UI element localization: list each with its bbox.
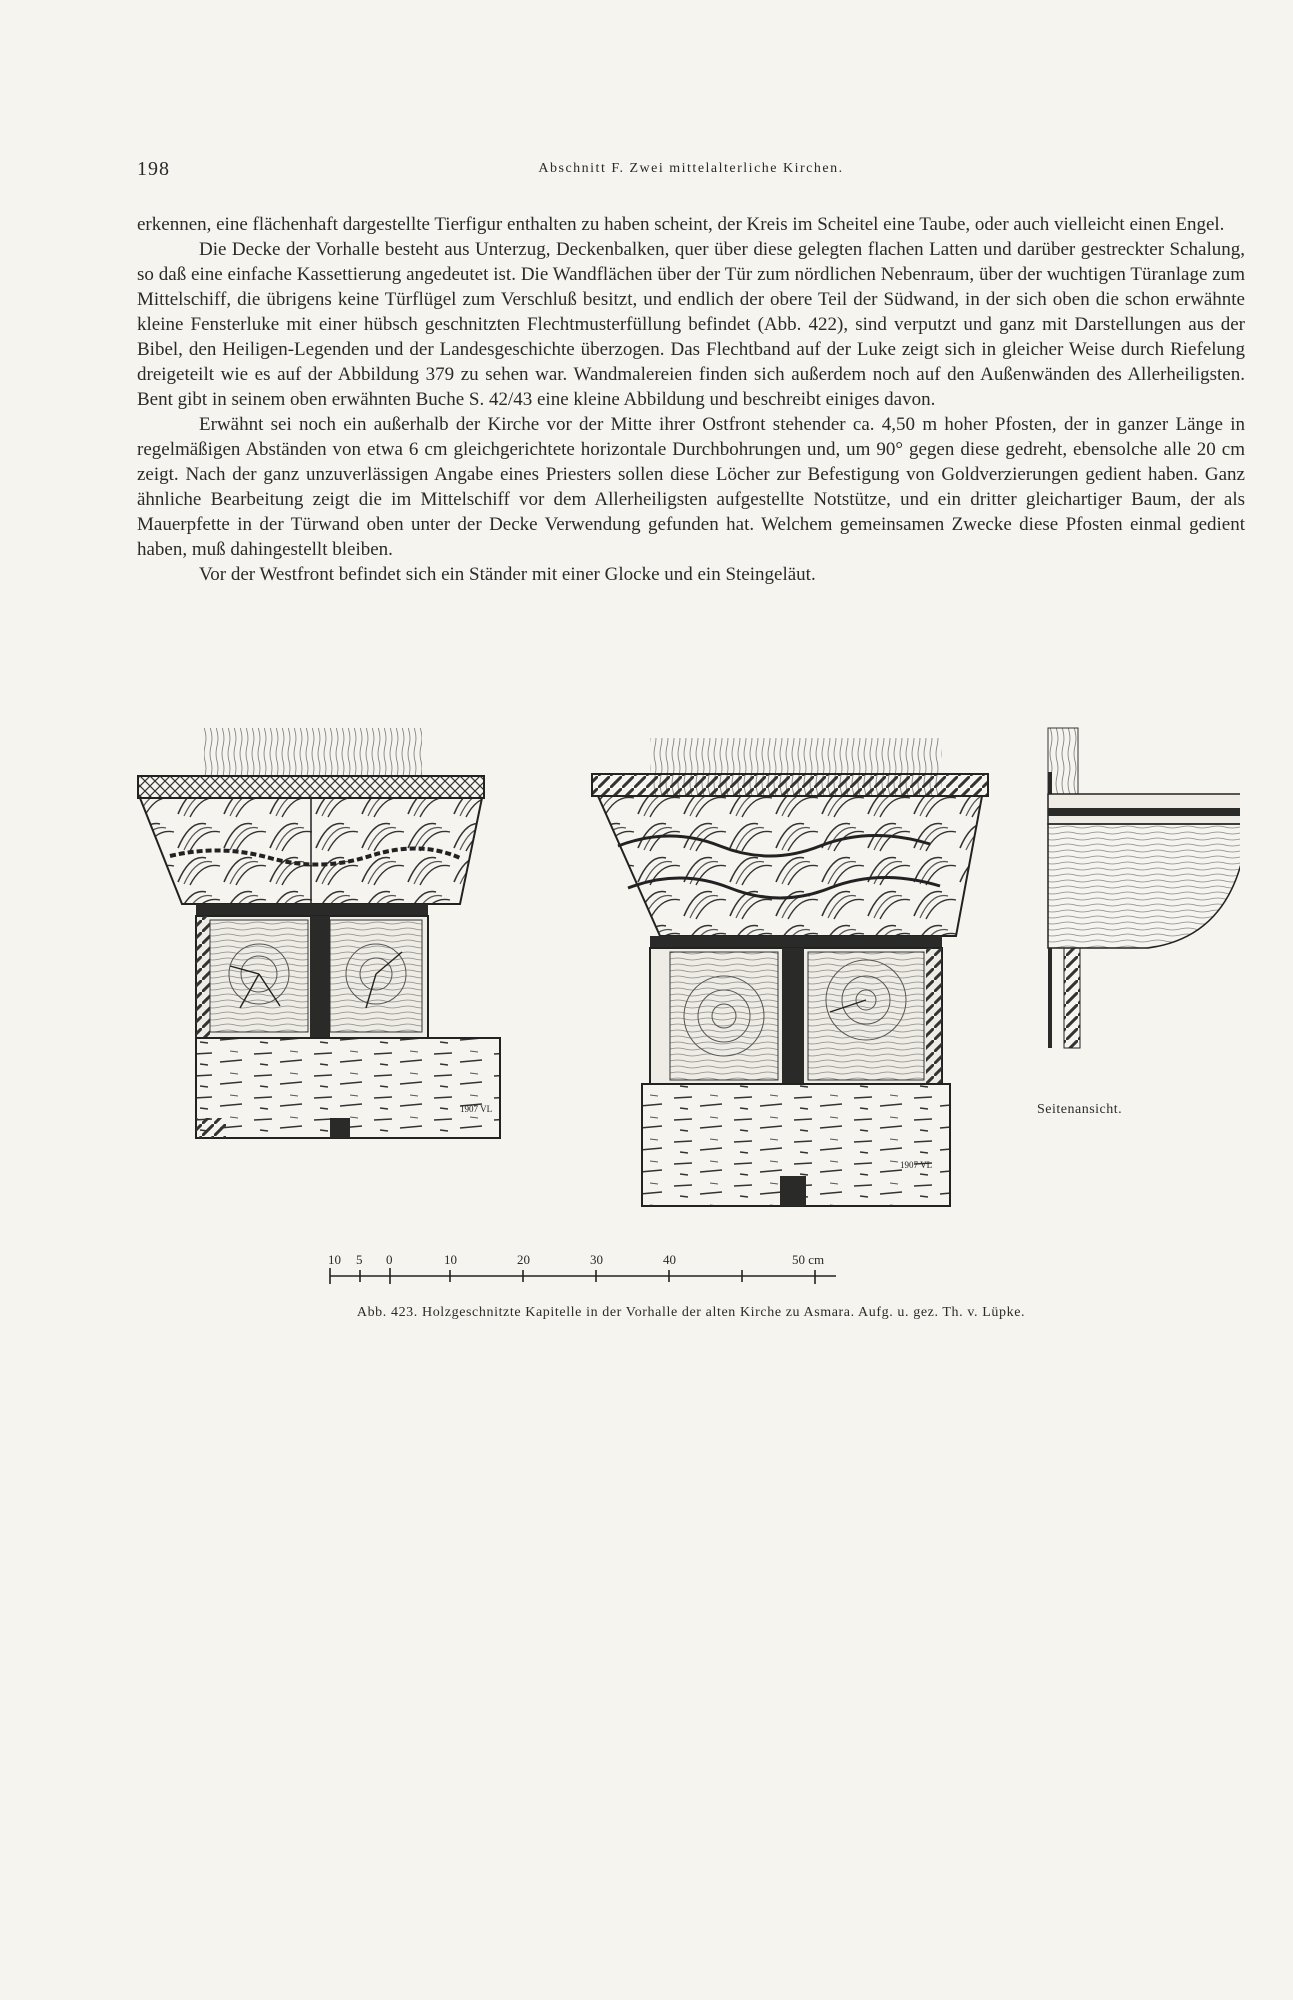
page-number: 198 [137,158,170,180]
carved-echinus-right [598,796,982,936]
scale-label: 40 [663,1252,676,1267]
scale-bar [328,1252,836,1284]
body-text [137,212,1245,587]
capitals-drawing [130,716,1240,1331]
page-header [137,158,1245,182]
signature-left: 1907 VL [460,1104,493,1114]
abacus-right [592,774,988,796]
running-title: Abschnitt F. Zwei mittelalterliche Kirchen. [538,161,844,176]
post-top-left [204,728,422,776]
side-profile [1048,824,1240,948]
scale-label: 30 [590,1252,603,1267]
scale-label: 10 [328,1252,341,1267]
paragraph: erkennen, eine flächenhaft dargestellte Tierfigur enthalten zu haben scheint, der Kreis im Scheitel eine Taube, oder auch vielleicht einen Engel. [137,214,1225,235]
figure-caption: Abb. 423. Holzgeschnitzte Kapitelle in der Vorhalle der alten Kirche zu Asmara. Aufg. u. gez. Th. v. Lüpke. [356,1305,1026,1320]
capital-front-left [138,728,500,1138]
paragraph: Vor der Westfront befindet sich ein Ständer mit einer Glocke und ein Steingeläut. [199,564,816,585]
abacus-left [138,776,484,798]
scale-label: 5 [356,1252,363,1267]
scale-label: 50 cm [792,1252,825,1267]
figure-capitals [130,716,1240,1331]
scale-label: 20 [517,1252,530,1267]
scale-label: 10 [444,1252,457,1267]
capital-front-right [592,738,988,1206]
side-view-label: Seitenansicht. [1037,1102,1123,1117]
signature-right: 1907 VL [900,1160,933,1170]
paragraph: Die Decke der Vorhalle besteht aus Unterzug, Deckenbalken, quer über diese gelegten flachen Latten und darüber gestreckter Schalung, so daß eine einfache Kassettierung angedeutet ist. Die Wandflächen über der Tür zum nördlichen Nebenraum, über der wuchtigen Türanlage zum Mittelschiff, die übrigens keine Türflügel zum Verschluß besitzt, und endlich der obere Teil der Südwand, in der sich oben die schon erwähnte kleine Fensterluke mit einer hübsch geschnitzten Flechtmusterfüllung befindet (Abb. 422), sind verputzt und ganz mit Darstellungen aus der Bibel, den Heiligen-Legenden und der Landesgeschichte überzogen. Das Flechtband auf der Luke zeigt sich in gleicher Weise durch Riefelung dreigeteilt wie es auf der Abbildung 379 zu sehen war. Wandmalereien finden sich außerdem noch auf den Außenwänden des Allerheiligsten. Bent gibt in seinem oben erwähnten Buche S. 42/43 eine kleine Abbildung und beschreibt einiges davon. [137,239,1245,410]
paragraph: Erwähnt sei noch ein außerhalb der Kirche vor der Mitte ihrer Ostfront stehender ca. 4,50 m hoher Pfosten, der in ganzer Länge in regelmäßigen Abständen von etwa 6 cm gleichgerichtete horizontale Durchbohrungen und, um 90° gegen diese gedreht, ebensolche alle 20 cm zeigt. Nach der ganz unzuverlässigen Angabe eines Priesters sollen diese Löcher zur Befestigung von Goldverzierungen gedient haben. Ganz ähnliche Bearbeitung zeigt die im Mittelschiff vor dem Allerheiligsten aufgestellte Notstütze, und ein dritter gleichartiger Baum, der als Mauerpfette in der Türwand oben unter der Decke Verwendung gefunden hat. Welchem gemeinsamen Zwecke diese Pfosten einmal gedient haben, muß dahingestellt bleiben. [137,414,1245,560]
scale-label: 0 [386,1252,393,1267]
capital-side-view [1048,728,1240,1048]
